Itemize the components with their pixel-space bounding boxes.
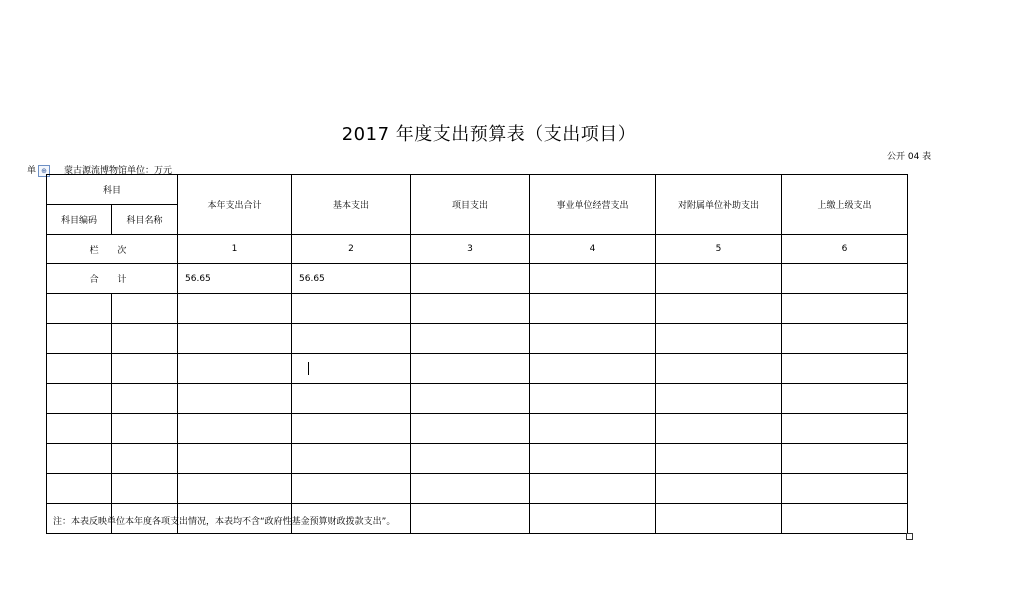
table-cell[interactable]	[530, 414, 656, 444]
table-cell[interactable]	[411, 354, 530, 384]
table-cell[interactable]	[782, 414, 908, 444]
header-row-1	[47, 175, 908, 205]
table-cell[interactable]	[656, 474, 782, 504]
text-cursor	[308, 362, 309, 375]
col-header-subsidy: 对附属单位补助支出	[656, 175, 782, 235]
index-row-label: 栏 次	[47, 235, 178, 264]
table-cell[interactable]	[782, 294, 908, 324]
table-cell[interactable]	[112, 354, 178, 384]
table-cell[interactable]	[292, 444, 411, 474]
table-row	[47, 414, 908, 444]
footnote: 注：本表反映单位本年度各项支出情况，本表均不含“政府性基金预算财政拨款支出”。	[53, 517, 396, 527]
table-cell[interactable]	[178, 414, 292, 444]
table-cell[interactable]	[656, 504, 782, 534]
total-cell[interactable]	[530, 264, 656, 294]
table-cell[interactable]	[656, 324, 782, 354]
table-cell[interactable]	[178, 354, 292, 384]
table-cell[interactable]	[292, 294, 411, 324]
table-cell[interactable]	[47, 414, 112, 444]
col-header-operation: 事业单位经营支出	[530, 175, 656, 235]
table-cell[interactable]	[178, 384, 292, 414]
table-row	[47, 354, 908, 384]
table-cell[interactable]	[411, 474, 530, 504]
total-cell[interactable]: 56.65	[292, 264, 411, 294]
table-cell[interactable]	[292, 474, 411, 504]
table-cell[interactable]	[47, 474, 112, 504]
table-cell[interactable]	[782, 384, 908, 414]
table-cell[interactable]	[47, 384, 112, 414]
table-cell[interactable]	[530, 444, 656, 474]
table-cell[interactable]	[530, 324, 656, 354]
table-cell[interactable]	[178, 474, 292, 504]
table-cell[interactable]	[292, 384, 411, 414]
index-cell[interactable]: 2	[292, 235, 411, 264]
index-cell[interactable]: 6	[782, 235, 908, 264]
table-cell[interactable]	[178, 294, 292, 324]
index-cell[interactable]: 4	[530, 235, 656, 264]
table-cell[interactable]	[112, 324, 178, 354]
table-cell[interactable]	[530, 504, 656, 534]
table-cell[interactable]	[411, 384, 530, 414]
budget-table	[46, 174, 908, 534]
table-cell[interactable]	[411, 324, 530, 354]
table-cell[interactable]	[530, 384, 656, 414]
total-row-label: 合 计	[47, 264, 178, 294]
unit-line-lead: 单	[27, 166, 37, 176]
total-cell[interactable]	[782, 264, 908, 294]
subject-header: 科目	[47, 175, 178, 205]
col-header-total: 本年支出合计	[178, 175, 292, 235]
table-cell[interactable]	[112, 384, 178, 414]
table-cell[interactable]	[656, 444, 782, 474]
col-header-remit: 上缴上级支出	[782, 175, 908, 235]
subject-name-header: 科目名称	[112, 205, 178, 235]
table-cell[interactable]	[112, 414, 178, 444]
table-row	[47, 324, 908, 354]
table-cell[interactable]	[782, 474, 908, 504]
table-cell[interactable]	[292, 324, 411, 354]
col-header-project: 项目支出	[411, 175, 530, 235]
table-row	[47, 474, 908, 504]
table-cell[interactable]	[782, 354, 908, 384]
table-cell[interactable]	[782, 504, 908, 534]
index-cell[interactable]: 5	[656, 235, 782, 264]
total-row	[47, 264, 908, 294]
subject-code-header: 科目编码	[47, 205, 112, 235]
table-cell[interactable]	[411, 504, 530, 534]
table-cell[interactable]	[292, 414, 411, 444]
table-cell[interactable]	[47, 354, 112, 384]
table-cell[interactable]	[411, 414, 530, 444]
table-cell[interactable]	[656, 294, 782, 324]
table-cell[interactable]	[656, 414, 782, 444]
table-cell[interactable]	[47, 324, 112, 354]
table-cell[interactable]	[656, 354, 782, 384]
table-row	[47, 444, 908, 474]
col-header-basic: 基本支出	[292, 175, 411, 235]
form-code: 公开 04 表	[887, 152, 932, 162]
table-row	[47, 294, 908, 324]
total-cell[interactable]	[656, 264, 782, 294]
table-cell[interactable]	[411, 294, 530, 324]
index-cell[interactable]: 1	[178, 235, 292, 264]
table-cell[interactable]	[112, 474, 178, 504]
table-cell[interactable]	[530, 354, 656, 384]
table-cell[interactable]	[178, 324, 292, 354]
table-cell[interactable]	[782, 444, 908, 474]
table-cell[interactable]	[656, 384, 782, 414]
unit-line-text: 蒙古源流博物馆单位：万元	[64, 166, 173, 176]
table-cell[interactable]	[411, 444, 530, 474]
table-cell[interactable]	[47, 444, 112, 474]
table-cell[interactable]	[112, 294, 178, 324]
table-cell[interactable]	[530, 294, 656, 324]
page-title: 2017 年度支出预算表（支出项目）	[341, 124, 637, 145]
table-cell[interactable]	[178, 444, 292, 474]
total-cell[interactable]: 56.65	[178, 264, 292, 294]
table-cell[interactable]	[782, 324, 908, 354]
total-cell[interactable]	[411, 264, 530, 294]
table-cell[interactable]	[292, 354, 411, 384]
paragraph-end-marker-icon	[906, 533, 913, 540]
table-cell[interactable]	[47, 294, 112, 324]
index-row	[47, 235, 908, 264]
index-cell[interactable]: 3	[411, 235, 530, 264]
table-move-handle-icon[interactable]: ⊕	[38, 165, 50, 177]
table-cell[interactable]	[112, 444, 178, 474]
table-row	[47, 384, 908, 414]
table-cell[interactable]	[530, 474, 656, 504]
